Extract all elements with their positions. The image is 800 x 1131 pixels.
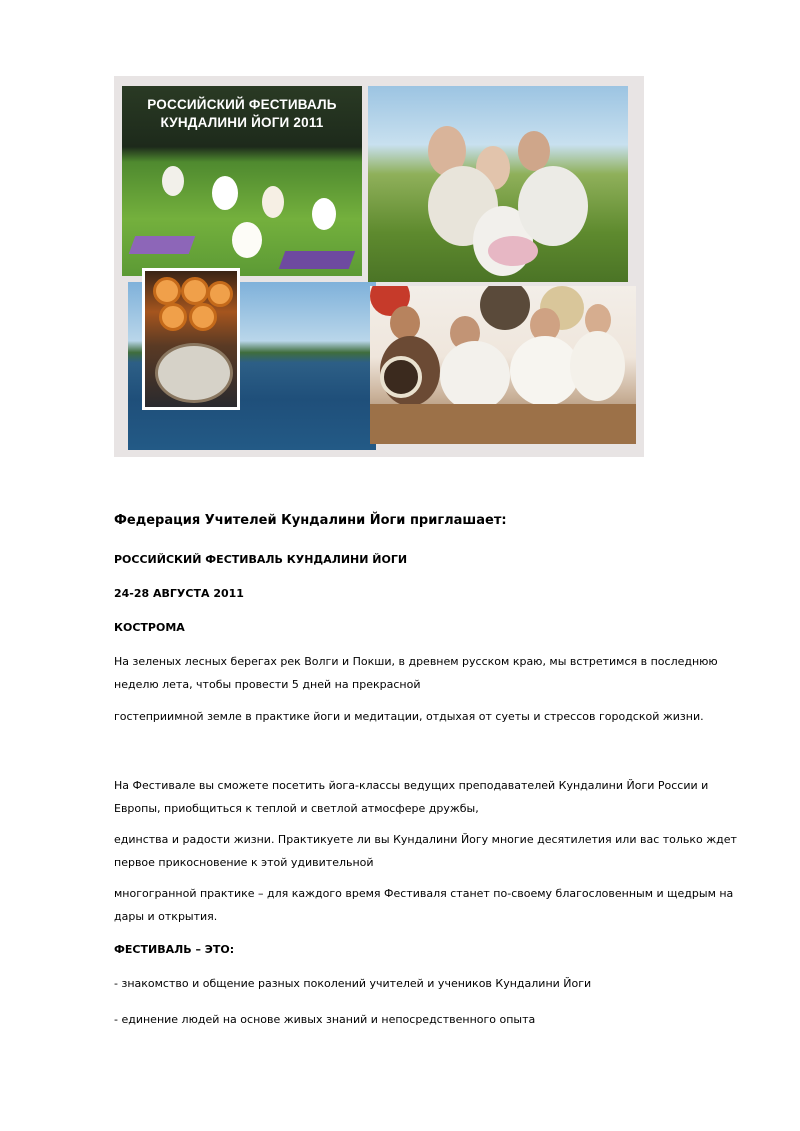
festival-collage [114,76,644,457]
festival-name: РОССИЙСКИЙ ФЕСТИВАЛЬ КУНДАЛИНИ ЙОГИ [114,553,408,566]
photo-musicians [370,286,636,444]
festival-dates: 24-28 АВГУСТА 2011 [114,587,244,600]
photo-people-tall-grass [368,86,628,282]
paragraph: единства и радости жизни. Практикуете ли вы Кундалини Йогу многие десятилетия или вас только ждет первое прикосновение к этой удивительной [114,833,737,869]
collage-title-line2: КУНДАЛИНИ ЙОГИ 2011 [160,115,324,130]
paragraph: На Фестивале вы сможете посетить йога-классы ведущих преподавателей Кундалини Йоги России и Европы, приобщиться к теплой и светлой атмосфере дружбы, [114,779,709,815]
paragraph: многогранной практике – для каждого время Фестиваля станет по-своему благословенным и щедрым на дары и открытия. [114,887,734,923]
festival-city: КОСТРОМА [114,621,185,634]
paragraph: На зеленых лесных берегах рек Волги и Покши, в древнем русском краю, мы встретимся в последнюю неделю лета, чтобы провести 5 дней на прекрасной [114,655,718,691]
section-title: ФЕСТИВАЛЬ – ЭТО: [114,943,235,956]
collage-title [122,96,362,132]
photo-food [142,268,240,410]
list-item: - знакомство и общение разных поколений учителей и учеников Кундалини Йоги [114,977,592,990]
list-item: - единение людей на основе живых знаний и непосредственного опыта [114,1013,536,1026]
invitation-heading: Федерация Учителей Кундалини Йоги приглашает: [114,513,507,528]
paragraph: гостеприимной земле в практике йоги и медитации, отдыхая от суеты и стрессов городской жизни. [114,710,704,723]
collage-title-line1: РОССИЙСКИЙ ФЕСТИВАЛЬ [147,97,337,112]
